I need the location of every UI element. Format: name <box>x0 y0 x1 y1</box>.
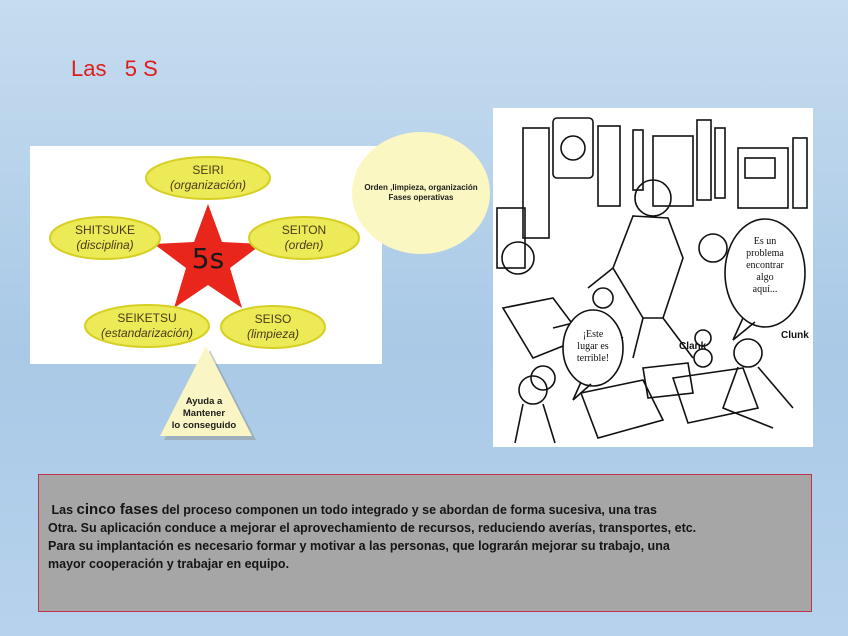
bubble2-line2: lugar es <box>577 341 609 352</box>
line1-post: del proceso componen un todo integrado y se abordan de forma sucesiva, una tras <box>161 503 657 517</box>
seiso-meaning: (limpieza) <box>246 327 299 341</box>
bubble1-line4: algo <box>756 272 774 283</box>
seiton-label <box>254 223 354 253</box>
shitsuke-label <box>55 223 155 253</box>
bubble1-line1: Es un <box>753 236 777 247</box>
bubble1-line3: encontrar <box>746 260 784 271</box>
shitsuke-name: SHITSUKE <box>74 223 135 237</box>
seiri-name: SEIRI <box>192 163 224 177</box>
page-title: Las 5 S <box>71 56 158 81</box>
speech-bubble-terrible <box>563 329 623 365</box>
description-line2: Otra. Su aplicación conduce a mejorar el aprovechamiento de recursos, reduciendo averías, transportes, etc. <box>48 521 697 535</box>
description-line1 <box>48 501 801 519</box>
bubble1-line5: aquí... <box>752 284 778 295</box>
bubble2-line3: terrible! <box>576 353 610 364</box>
triangle-text <box>148 396 260 432</box>
bubble2-line1: ¡Este <box>582 329 604 340</box>
seiton-name: SEITON <box>281 223 327 237</box>
line3-post: es necesario formar y motivar a las personas, que lograrán mejorar su trabajo, una <box>177 539 670 553</box>
line1-emphasis: cinco fases <box>76 501 159 518</box>
seiri-meaning: (organización) <box>169 178 247 192</box>
circle-note-line1: Orden ,limpieza, organización <box>364 183 478 192</box>
sfx-clank: Clank <box>679 341 707 352</box>
bubble1-line2: problema <box>746 248 784 259</box>
line1-pre: Las <box>51 503 74 517</box>
description-line4: mayor cooperación y trabajar en equipo. <box>48 557 290 571</box>
maintain-triangle <box>148 344 260 444</box>
seiton-meaning: (orden) <box>284 238 324 252</box>
seiso-label <box>223 312 323 342</box>
line3-pre: Para <box>48 539 76 553</box>
sfx-clunk: Clunk <box>781 330 809 341</box>
speech-bubble-problem <box>729 236 801 296</box>
seiso-name: SEISO <box>254 312 292 326</box>
triangle-line2: Mantener <box>182 408 226 419</box>
five-s-diagram <box>30 146 382 364</box>
shitsuke-meaning: (disciplina) <box>76 238 134 252</box>
line3-mid: su implantación <box>78 539 174 553</box>
circle-note-line2: Fases operativas <box>388 193 454 202</box>
seiri-label <box>158 163 258 193</box>
seiketsu-name: SEIKETSU <box>117 311 177 325</box>
description-line3 <box>48 537 801 555</box>
triangle-line1: Ayuda a <box>185 396 223 407</box>
five-s-center-label: 5s <box>191 242 225 275</box>
triangle-line3: lo conseguido <box>171 420 237 431</box>
description-box <box>38 474 812 612</box>
messy-workshop-cartoon <box>493 108 813 447</box>
seiketsu-label <box>90 311 204 341</box>
operational-phases-circle <box>352 132 490 254</box>
seiketsu-meaning: (estandarización) <box>100 326 194 340</box>
